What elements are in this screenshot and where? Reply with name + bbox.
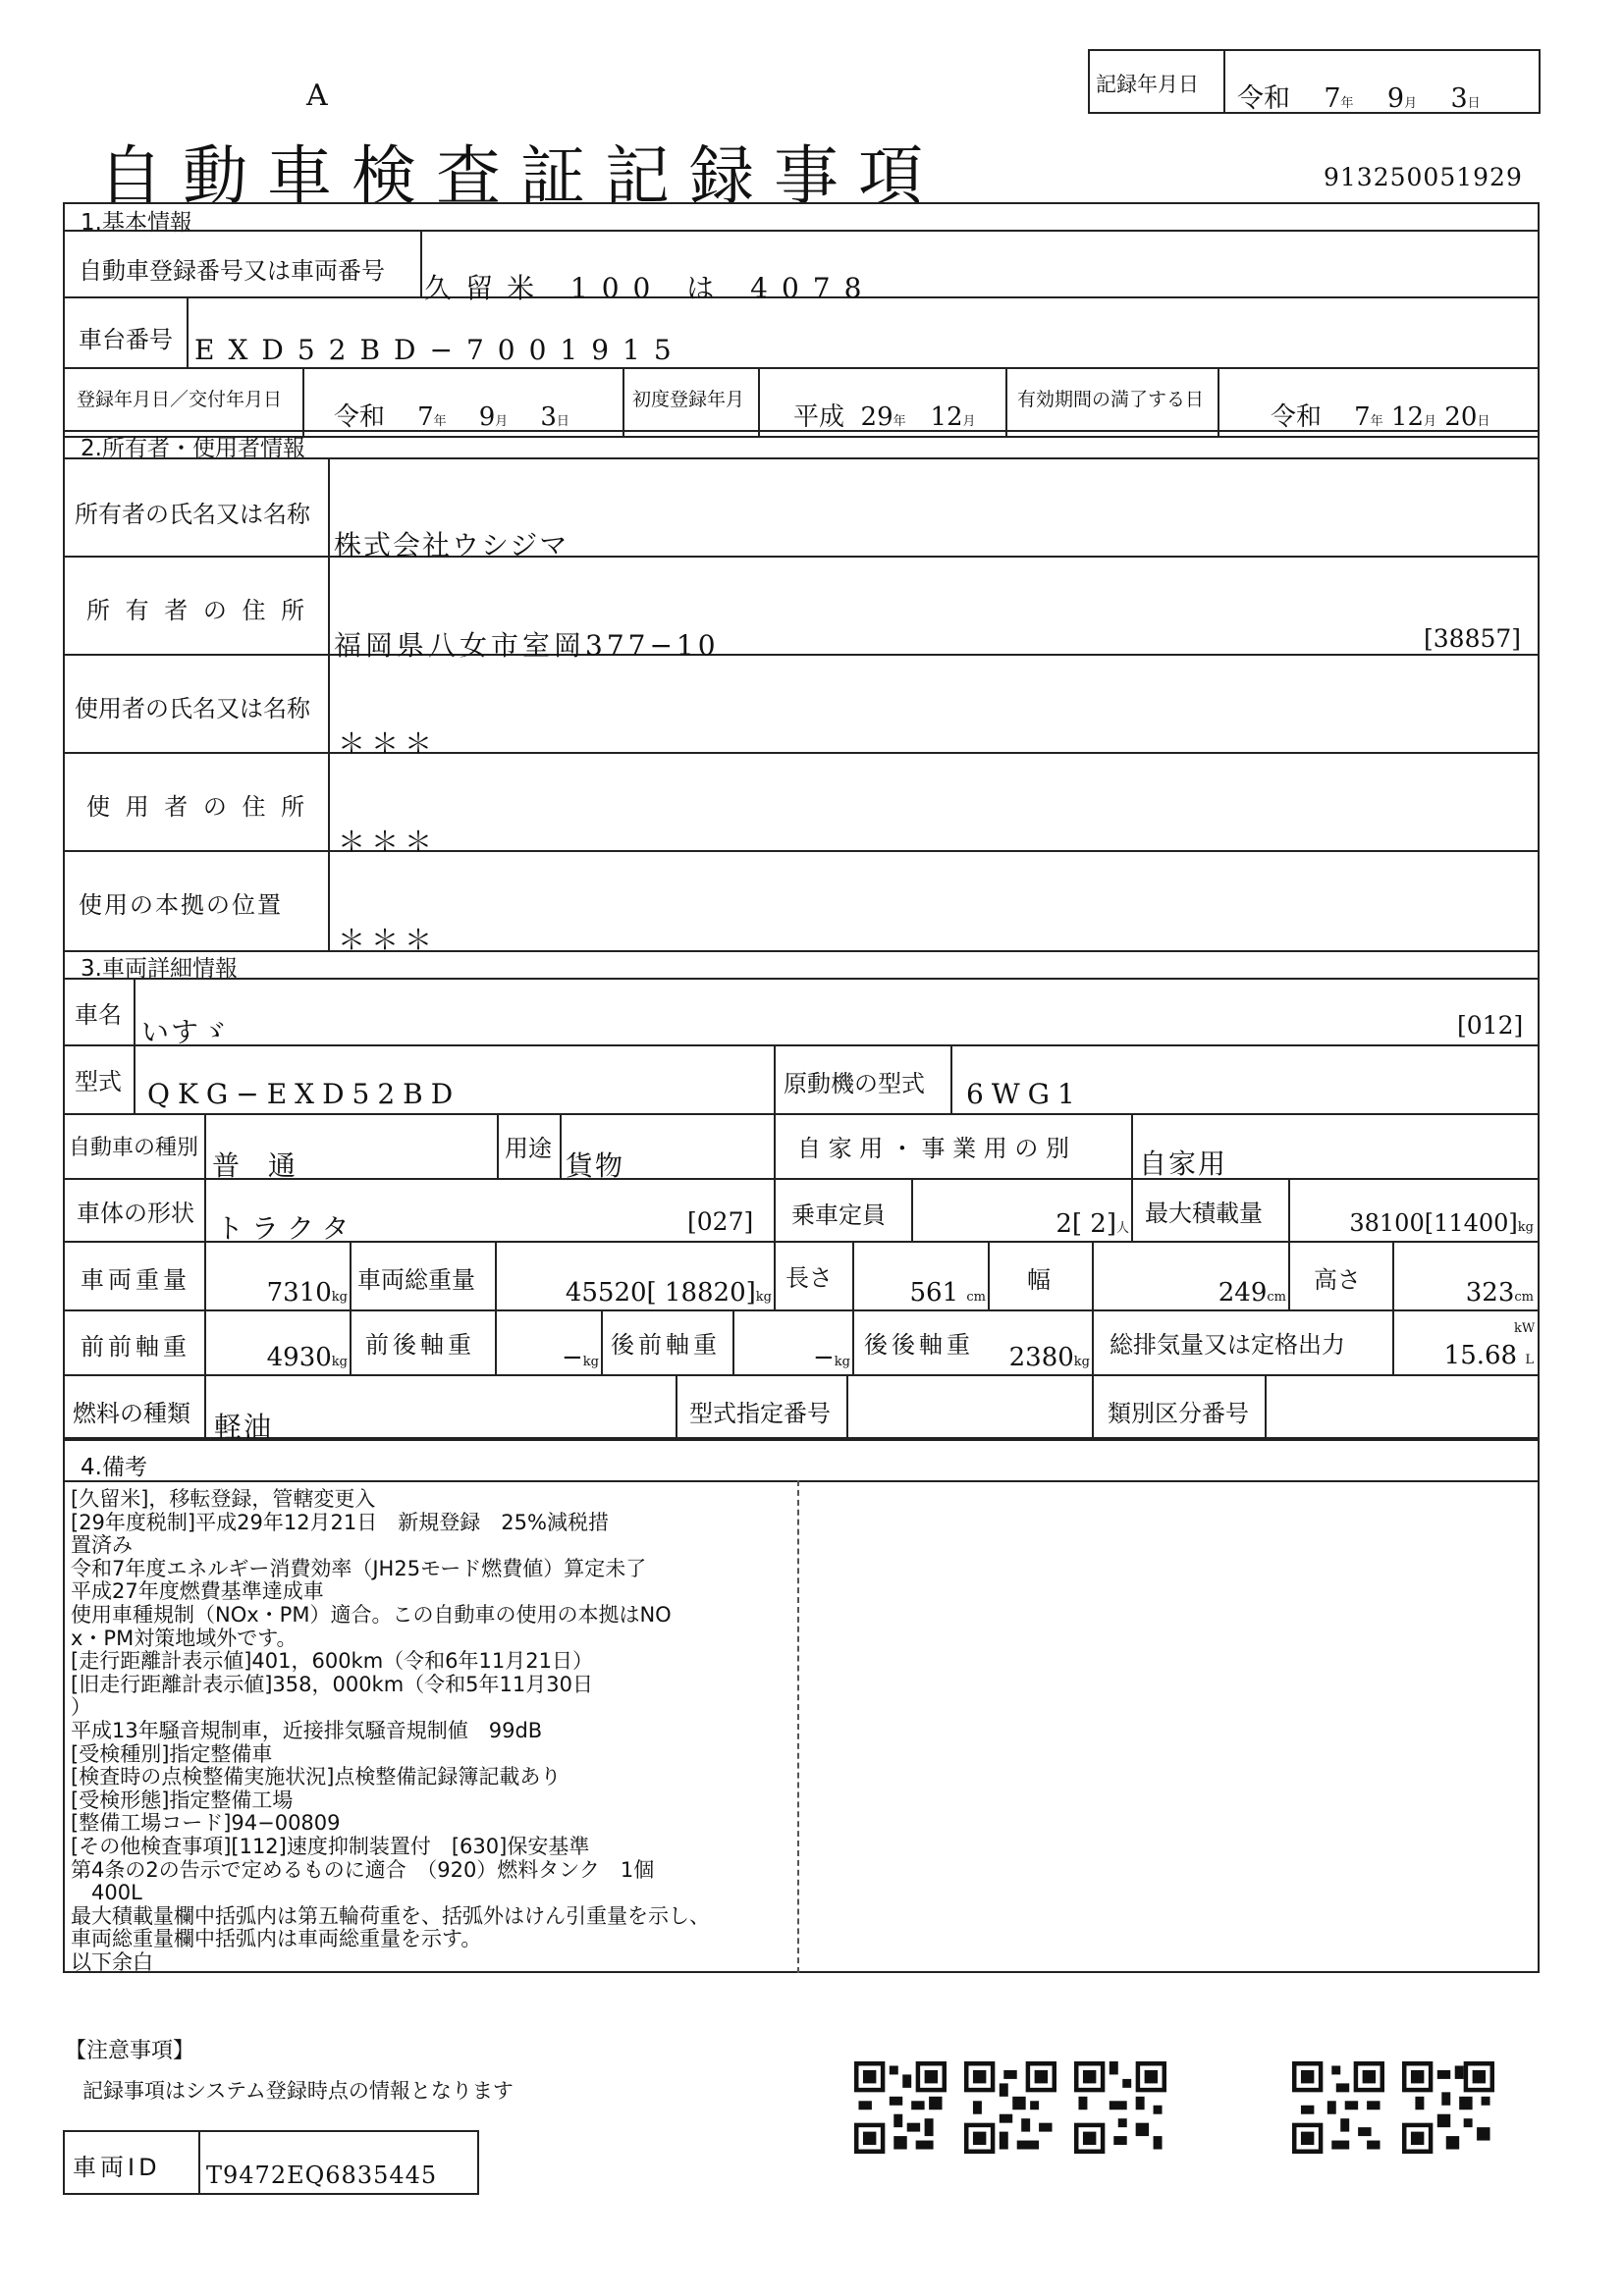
gross-weight-label: 車両総重量 bbox=[357, 1266, 475, 1294]
page-title: 自動車検査証記録事項 bbox=[98, 138, 943, 214]
vehicle-id: T9472EQ6835445 bbox=[206, 2162, 438, 2189]
fuel-type: 軽油 bbox=[214, 1411, 274, 1443]
section-vehicle-header bbox=[63, 950, 1540, 980]
engine-model: 6WG1 bbox=[966, 1078, 1083, 1110]
use-label: 用途 bbox=[505, 1135, 552, 1162]
remarks-text: [久留米]，移転登録，管轄変更入 [29年度税制]平成29年12月21日 新規登録 25%減税措 置済み 令和7年度エネルギー消費効率（JH25モード燃費値）算定未了 平成27年度燃費基準達成車 使用車種規制（NOx・PM）適合。この自動車の使用の本拠はNO x・PM対策地域外です。 [走行距離計表示値]401，600km（令和6年11月21日） [旧走行距離計表示値]358，000km（令和5年11月30日 ） 平成13年騒音規制車，近接排気騒音規制値 99dB [受検種別]指定整備車 [検査時の点検整備実施状況]点検整備記録簿記載あり [受検形態]指定整備工場 [整備工場コード]94−00809 [その他検査事項][112]速度抑制装置付 [630]保安基準 第4条の2の告示で定めるものに適合 （920）燃料タンク 1個 400L 最大積載量欄中括弧内は第五輪荷重を、括弧外はけん引重量を示し、 車両総重量欄中括弧内は車両総重量を示す。 以下余白 bbox=[71, 1487, 710, 1974]
rear-rear-axle-label: 後後軸重 bbox=[864, 1331, 974, 1359]
qr-code-icon bbox=[854, 2061, 947, 2154]
user-address-label: 使 用 者 の 住 所 bbox=[86, 793, 309, 821]
expiry-date: 令和 7年 12月 20日 bbox=[1271, 402, 1490, 432]
fuel-type-label: 燃料の種類 bbox=[73, 1400, 190, 1427]
section-vehicle-title: 3.車両詳細情報 bbox=[81, 956, 238, 982]
engine-model-label: 原動機の型式 bbox=[784, 1070, 925, 1097]
vehicle-kind-label: 自動車の種別 bbox=[69, 1136, 199, 1160]
width-label: 幅 bbox=[1027, 1266, 1051, 1294]
height-label: 高さ bbox=[1314, 1266, 1361, 1294]
reg-date-label: 登録年月日／交付年月日 bbox=[77, 389, 283, 410]
reg-no-label: 自動車登録番号又は車両番号 bbox=[79, 257, 385, 285]
expiry-label: 有効期間の満了する日 bbox=[1017, 389, 1205, 410]
private-business-label: 自 家 用 ・ 事 業 用 の 別 bbox=[797, 1135, 1070, 1162]
owner-address: 福岡県八女市室岡377−10 bbox=[334, 629, 720, 662]
private-business: 自家用 bbox=[1139, 1148, 1228, 1180]
front-rear-axle-label: 前後軸重 bbox=[365, 1331, 475, 1359]
body-shape-code: [027] bbox=[687, 1207, 754, 1236]
section-remarks-header bbox=[63, 1439, 1540, 1482]
owner-name: 株式会社ウシジマ bbox=[334, 529, 569, 561]
rear-rear-axle: 2380kg bbox=[1008, 1343, 1090, 1372]
max-load-label: 最大積載量 bbox=[1145, 1200, 1263, 1227]
height: 323cm bbox=[1465, 1278, 1534, 1308]
chassis-label: 車台番号 bbox=[79, 326, 173, 353]
user-address: ＊＊＊ bbox=[338, 826, 439, 858]
type-designation-label: 型式指定番号 bbox=[689, 1400, 831, 1427]
body-shape: トラクタ bbox=[216, 1212, 357, 1245]
qr-code-icon bbox=[964, 2061, 1056, 2154]
notice-heading: 【注意事項】 bbox=[65, 2039, 195, 2063]
length-label: 長さ bbox=[785, 1264, 833, 1292]
category-number-label: 類別区分番号 bbox=[1108, 1400, 1249, 1427]
section-basic-title: 1.基本情報 bbox=[81, 210, 192, 236]
owner-address-code: [38857] bbox=[1424, 624, 1522, 653]
record-date: 令和 7年 9月 3日 bbox=[1237, 83, 1481, 114]
reg-no: 久留米 100 は 4078 bbox=[424, 272, 876, 304]
owner-address-label: 所 有 者 の 住 所 bbox=[86, 597, 309, 624]
displacement: 15.68 L bbox=[1443, 1341, 1534, 1370]
capacity-label: 乗車定員 bbox=[791, 1201, 886, 1229]
front-front-axle: 4930kg bbox=[266, 1343, 348, 1372]
base-location: ＊＊＊ bbox=[338, 924, 439, 956]
remarks-divider bbox=[797, 1480, 799, 1973]
front-front-axle-label: 前前軸重 bbox=[81, 1333, 190, 1361]
owner-name-label: 所有者の氏名又は名称 bbox=[75, 501, 310, 528]
max-load: 38100[11400]kg bbox=[1349, 1209, 1534, 1237]
notice-text: 記録事項はシステム登録時点の情報となります bbox=[82, 2079, 514, 2103]
car-name: いすゞ bbox=[141, 1016, 231, 1048]
length: 561 cm bbox=[909, 1278, 986, 1308]
section-basic-header bbox=[63, 202, 1540, 232]
capacity: 2[ 2]人 bbox=[1056, 1209, 1129, 1239]
width: 249cm bbox=[1218, 1278, 1286, 1308]
model: QKG−EXD52BD bbox=[147, 1078, 461, 1110]
body-shape-label: 車体の形状 bbox=[77, 1200, 194, 1227]
vehicle-id-label: 車両ID bbox=[73, 2154, 161, 2181]
use: 貨物 bbox=[566, 1149, 625, 1182]
car-name-code: [012] bbox=[1457, 1011, 1524, 1040]
displacement-unit-kw: kW bbox=[1514, 1321, 1536, 1336]
gross-weight: 45520[ 18820]kg bbox=[565, 1278, 772, 1308]
rear-front-axle-label: 後前軸重 bbox=[611, 1331, 721, 1359]
car-name-label: 車名 bbox=[75, 1001, 122, 1029]
form-mark: A bbox=[306, 79, 328, 113]
user-name-label: 使用者の氏名又は名称 bbox=[75, 695, 310, 722]
chassis-number: EXD52BD−7001915 bbox=[194, 334, 685, 366]
vehicle-weight: 7310kg bbox=[266, 1278, 348, 1308]
reg-date: 令和 7年 9月 3日 bbox=[334, 402, 569, 432]
qr-code-icon bbox=[1074, 2061, 1166, 2154]
first-reg-date: 平成 29年 12月 bbox=[793, 402, 976, 432]
doc-number: 913250051929 bbox=[1324, 163, 1523, 191]
front-rear-axle: −kg bbox=[562, 1343, 599, 1372]
user-name: ＊＊＊ bbox=[338, 727, 439, 760]
first-reg-label: 初度登録年月 bbox=[632, 389, 745, 410]
rear-front-axle: −kg bbox=[813, 1343, 850, 1372]
section-owner-title: 2.所有者・使用者情報 bbox=[81, 436, 305, 461]
model-label: 型式 bbox=[75, 1068, 122, 1095]
vehicle-weight-label: 車両重量 bbox=[81, 1266, 190, 1294]
vehicle-kind: 普 通 bbox=[212, 1149, 305, 1182]
section-remarks-title: 4.備考 bbox=[81, 1455, 147, 1480]
qr-code-icon bbox=[1402, 2061, 1494, 2154]
qr-code-icon bbox=[1292, 2061, 1384, 2154]
base-location-label: 使用の本拠の位置 bbox=[79, 891, 283, 919]
record-date-label: 記録年月日 bbox=[1096, 73, 1199, 96]
displacement-label: 総排気量又は定格出力 bbox=[1110, 1331, 1345, 1359]
